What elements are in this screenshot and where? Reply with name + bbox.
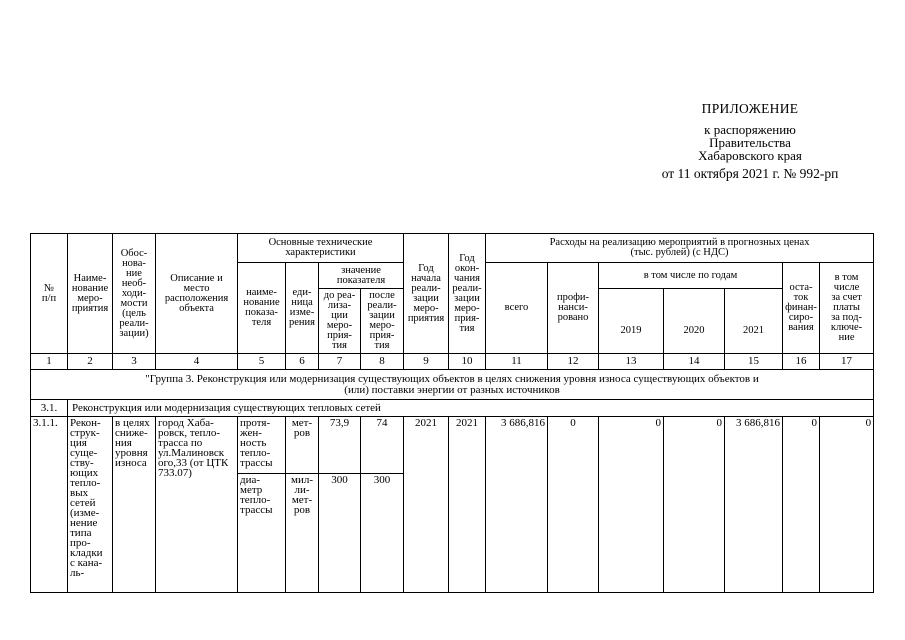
row-measure-name: Рекон- струк- ция суще- ству- ющих тепло- вых сетей (изме- нение типа про- кладки с кана- ль- — [68, 417, 113, 593]
col-number: 8 — [361, 354, 404, 370]
row-number: 3.1.1. — [31, 417, 68, 593]
col-head-indicator-name: наиме- нование показа- теля — [238, 263, 286, 354]
header-line-3: Хабаровского края — [698, 148, 802, 163]
row-diameter-after: 300 — [361, 474, 404, 593]
col-head-costs: Расходы на реализацию мероприятий в прогнозных ценах (тыс. рублей) (с НДС) — [486, 234, 874, 263]
col-head-after: после реали- зации меро- прия- тия — [361, 289, 404, 354]
row-length-before: 73,9 — [319, 417, 361, 474]
col-head-by-years: в том числе по годам — [599, 263, 783, 289]
col-head-tech: Основные технические характеристики — [238, 234, 404, 263]
group-title: "Группа 3. Реконструкция или модернизация существующих объектов в целях снижения уровня износа существующих объектов и (или) поставки энергии от разных источников — [31, 370, 874, 400]
section-row — [31, 400, 874, 417]
appendix-title: ПРИЛОЖЕНИЕ — [701, 101, 799, 116]
col-head-total: всего — [486, 263, 548, 354]
column-numbers-row — [31, 354, 874, 370]
col-number: 15 — [725, 354, 783, 370]
row-diameter-before: 300 — [319, 474, 361, 593]
col-number: 7 — [319, 354, 361, 370]
col-number: 9 — [404, 354, 449, 370]
group-row — [31, 370, 874, 400]
row-total: 3 686,816 — [486, 417, 548, 593]
col-number: 14 — [664, 354, 725, 370]
col-number: 16 — [783, 354, 820, 370]
row-unit-millimeters: мил- ли- мет- ров — [286, 474, 319, 593]
col-head-justification: Обос- нова- ние необ- ходи- мости (цель реали- зации) — [113, 234, 156, 354]
col-number: 11 — [486, 354, 548, 370]
row-2020: 0 — [664, 417, 725, 593]
col-head-description: Описание и место расположения объекта — [156, 234, 238, 354]
col-number: 12 — [548, 354, 599, 370]
col-head-2021: 2021 — [725, 289, 783, 354]
col-number: 5 — [238, 354, 286, 370]
row-description: город Хаба- ровск, тепло- трасса по ул.Малиновск ого,33 (от ЦТК 733.07) — [156, 417, 238, 593]
col-head-value: значение показателя — [319, 263, 404, 289]
col-head-unit: еди- ница изме- рения — [286, 263, 319, 354]
col-head-name: Наиме- нование меро- приятия — [68, 234, 113, 354]
row-connection-fee: 0 — [820, 417, 874, 593]
measures-table — [30, 233, 874, 593]
header-line-1: к распоряжению — [704, 122, 796, 137]
row-indicator-diameter: диа- метр тепло- трассы — [238, 474, 286, 593]
row-indicator-length: протя- жен- ность тепло- трассы — [238, 417, 286, 474]
col-head-2020: 2020 — [664, 289, 725, 354]
col-head-before: до реа- лиза- ции меро- прия- тия — [319, 289, 361, 354]
header-row-1 — [31, 234, 874, 263]
header-line-2: Правительства — [709, 135, 791, 150]
row-length-after: 74 — [361, 417, 404, 474]
row-2021: 3 686,816 — [725, 417, 783, 593]
table-row — [31, 417, 874, 474]
col-number: 13 — [599, 354, 664, 370]
col-number: 6 — [286, 354, 319, 370]
col-number: 1 — [31, 354, 68, 370]
col-head-remainder: оста- ток финан- сиро- вания — [783, 263, 820, 354]
row-end-year: 2021 — [449, 417, 486, 593]
col-head-2019: 2019 — [599, 289, 664, 354]
col-head-end-year: Год окон- чания реали- зации меро- прия- тия — [449, 234, 486, 354]
col-number: 2 — [68, 354, 113, 370]
col-head-financed: профи- нанси- ровано — [548, 263, 599, 354]
section-number: 3.1. — [31, 400, 68, 417]
row-remainder: 0 — [783, 417, 820, 593]
row-unit-meters: мет- ров — [286, 417, 319, 474]
col-number: 4 — [156, 354, 238, 370]
col-number: 3 — [113, 354, 156, 370]
row-start-year: 2021 — [404, 417, 449, 593]
row-2019: 0 — [599, 417, 664, 593]
row-financed: 0 — [548, 417, 599, 593]
col-head-connection-fee: в том числе за счет платы за под- ключе- ние — [820, 263, 874, 354]
section-title: Реконструкция или модернизация существующих тепловых сетей — [68, 400, 874, 417]
col-head-start-year: Год начала реали- зации меро- приятия — [404, 234, 449, 354]
row-justification: в целях сниже- ния уровня износа — [113, 417, 156, 593]
col-head-number: № п/п — [31, 234, 68, 354]
col-number: 17 — [820, 354, 874, 370]
col-number: 10 — [449, 354, 486, 370]
document-header — [600, 102, 900, 180]
decree-date: от 11 октября 2021 г. № 992-рп — [661, 166, 839, 181]
